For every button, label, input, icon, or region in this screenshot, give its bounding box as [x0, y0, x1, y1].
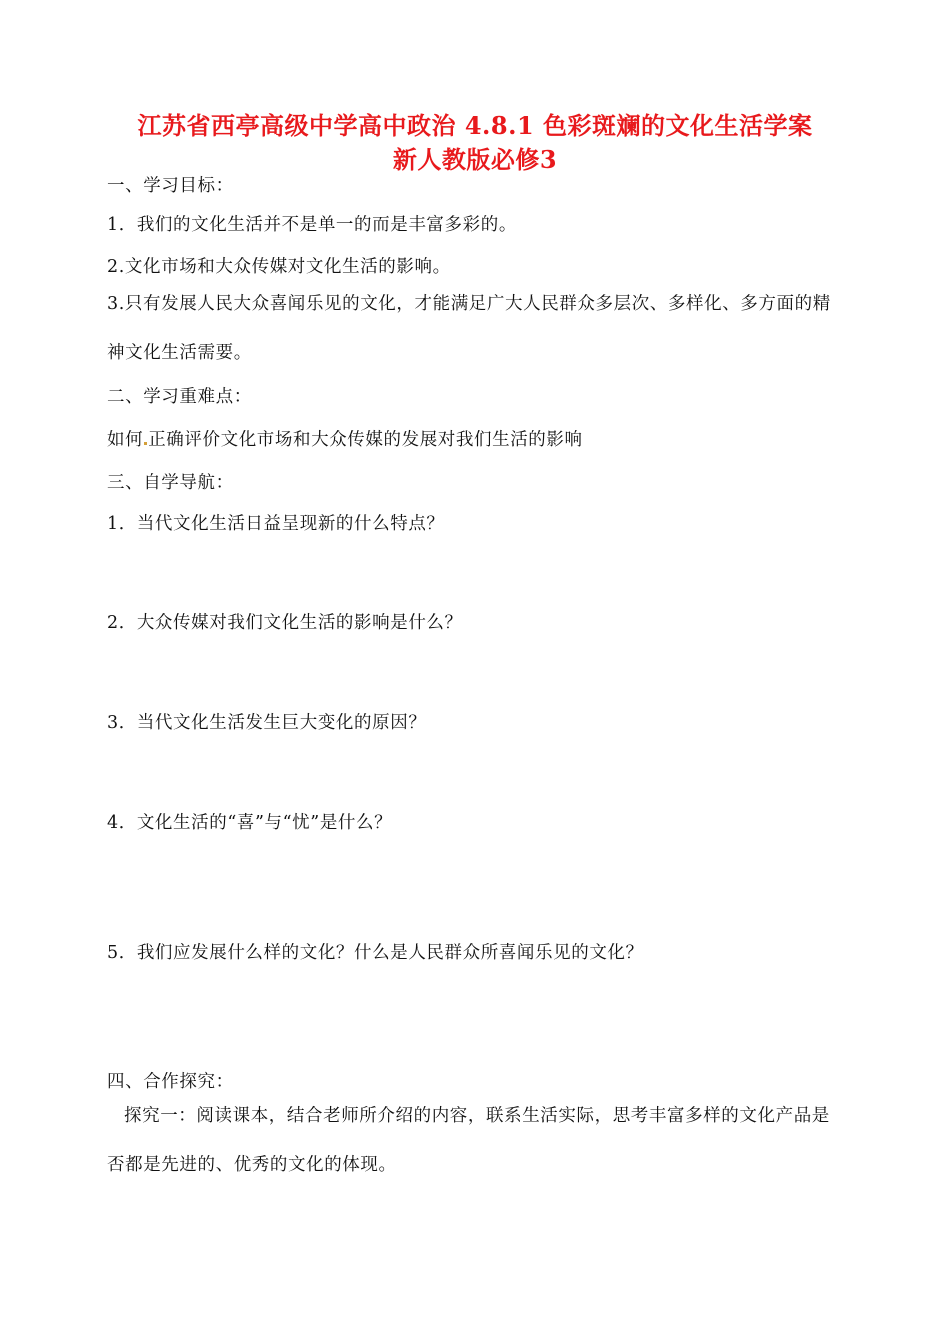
key-text [107, 426, 583, 451]
title-line-1: 江苏省西亭高级中学高中政治 4.8.1 色彩斑斓的文化生活学案 [137, 111, 813, 140]
coop-heading: 四、合作探究： [107, 1072, 234, 1092]
marker-dot [144, 442, 147, 445]
key-heading: 二、学习重难点： [107, 387, 252, 407]
key-text-start: 如何 [107, 430, 144, 450]
guide-heading: 三、自学导航： [107, 473, 234, 493]
goals-heading: 一、学习目标： [107, 176, 234, 196]
key-text-rest: 正确评价文化市场和大众传媒的发展对我们生活的影响 [148, 430, 583, 450]
goal-item-3: 3.只有发展人民大众喜闻乐见的文化，才能满足广大人民群众多层次、多样化、多方面的精神文化生活需要。 [107, 294, 831, 363]
question-2: 2．大众传媒对我们文化生活的影响是什么？ [107, 613, 463, 633]
question-5: 5．我们应发展什么样的文化？什么是人民群众所喜闻乐见的文化？ [107, 943, 644, 963]
title-line-2: 新人教版必修3 [392, 145, 558, 174]
question-1: 1．当代文化生活日益呈现新的什么特点？ [107, 514, 445, 534]
question-4: 4．文化生活的“喜”与“忧”是什么？ [107, 813, 393, 833]
explore-1: 探究一：阅读课本，结合老师所介绍的内容，联系生活实际，思考丰富多样的文化产品是否都是先进的、优秀的文化的体现。 [107, 1106, 830, 1175]
goal-item-1: 1．我们的文化生活并不是单一的而是丰富多彩的。 [107, 215, 517, 235]
goal-item-2: 2.文化市场和大众传媒对文化生活的影响。 [107, 257, 451, 277]
question-3: 3．当代文化生活发生巨大变化的原因？ [107, 713, 427, 733]
